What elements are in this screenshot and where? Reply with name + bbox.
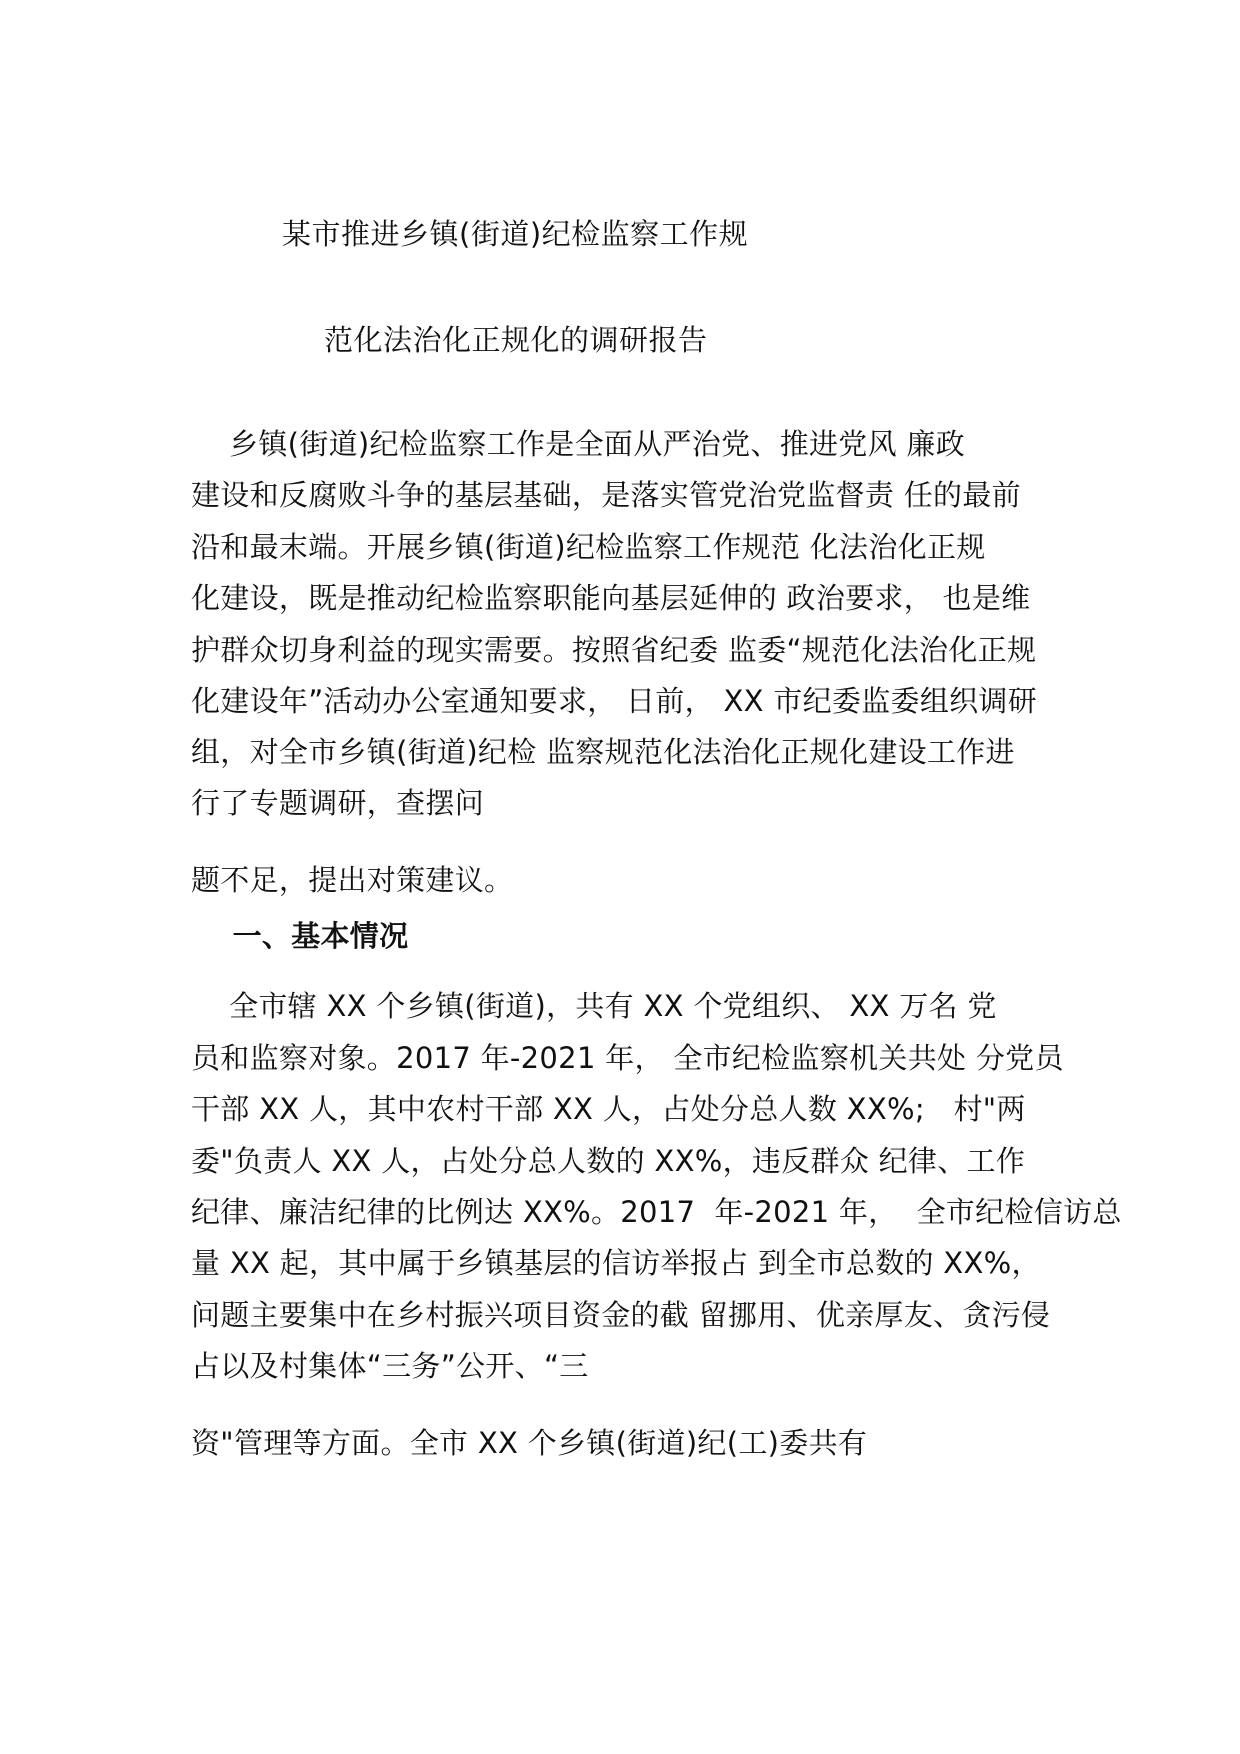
body-line-12: 员和监察对象。2017 年-2021 年， 全市纪检监察机关共处 分党员 [191, 1041, 1064, 1075]
body-line-13: 干部 XX 人，其中农村干部 XX 人，占处分总人数 XX%; 村"两 [191, 1092, 1026, 1126]
body-line-3: 沿和最末端。开展乡镇(街道)纪检监察工作规范 化法治化正规 [191, 530, 986, 564]
document-title-line-1: 某市推进乡镇(街道)纪检监察工作规 [282, 217, 749, 251]
body-line-6: 化建设年”活动办公室通知要求， 日前， XX 市纪委监委组织调研 [191, 684, 1038, 718]
body-line-1: 乡镇(街道)纪检监察工作是全面从严治党、推进党风 廉政 [191, 427, 966, 461]
body-line-17: 问题主要集中在乡村振兴项目资金的截 留挪用、优亲厚友、贪污侵 [191, 1298, 1051, 1332]
body-line-2: 建设和反腐败斗争的基层基础，是落实管党治党监督责 任的最前 [191, 478, 1021, 512]
body-line-4: 化建设，既是推动纪检监察职能向基层延伸的 政治要求， 也是维 [191, 581, 1031, 615]
body-line-15: 纪律、廉洁纪律的比例达 XX%。2017 年-2021 年， 全市纪检信访总 [191, 1195, 1122, 1229]
body-line-14: 委"负责人 XX 人，占处分总人数的 XX%，违反群众 纪律、工作 [191, 1144, 1026, 1178]
section-heading-basic-situation: 一、基本情况 [191, 919, 409, 953]
body-line-7: 组，对全市乡镇(街道)纪检 监察规范化法治化正规化建设工作进 [191, 735, 1015, 769]
body-line-19: 资"管理等方面。全市 XX 个乡镇(街道)纪(工)委共有 [191, 1426, 868, 1460]
body-line-11: 全市辖 XX 个乡镇(街道)，共有 XX 个党组织、 XX 万名 党 [191, 989, 997, 1023]
body-line-8: 行了专题调研，查摆问 [191, 786, 485, 820]
document-title-line-2: 范化法治化正规化的调研报告 [324, 323, 708, 357]
body-line-9: 题不足，提出对策建议。 [191, 863, 514, 897]
body-line-16: 量 XX 起，其中属于乡镇基层的信访举报占 到全市总数的 XX%， [191, 1246, 1041, 1280]
body-line-18: 占以及村集体“三务”公开、“三 [191, 1349, 589, 1383]
body-line-5: 护群众切身利益的现实需要。按照省纪委 监委“规范化法治化正规 [191, 633, 1037, 667]
